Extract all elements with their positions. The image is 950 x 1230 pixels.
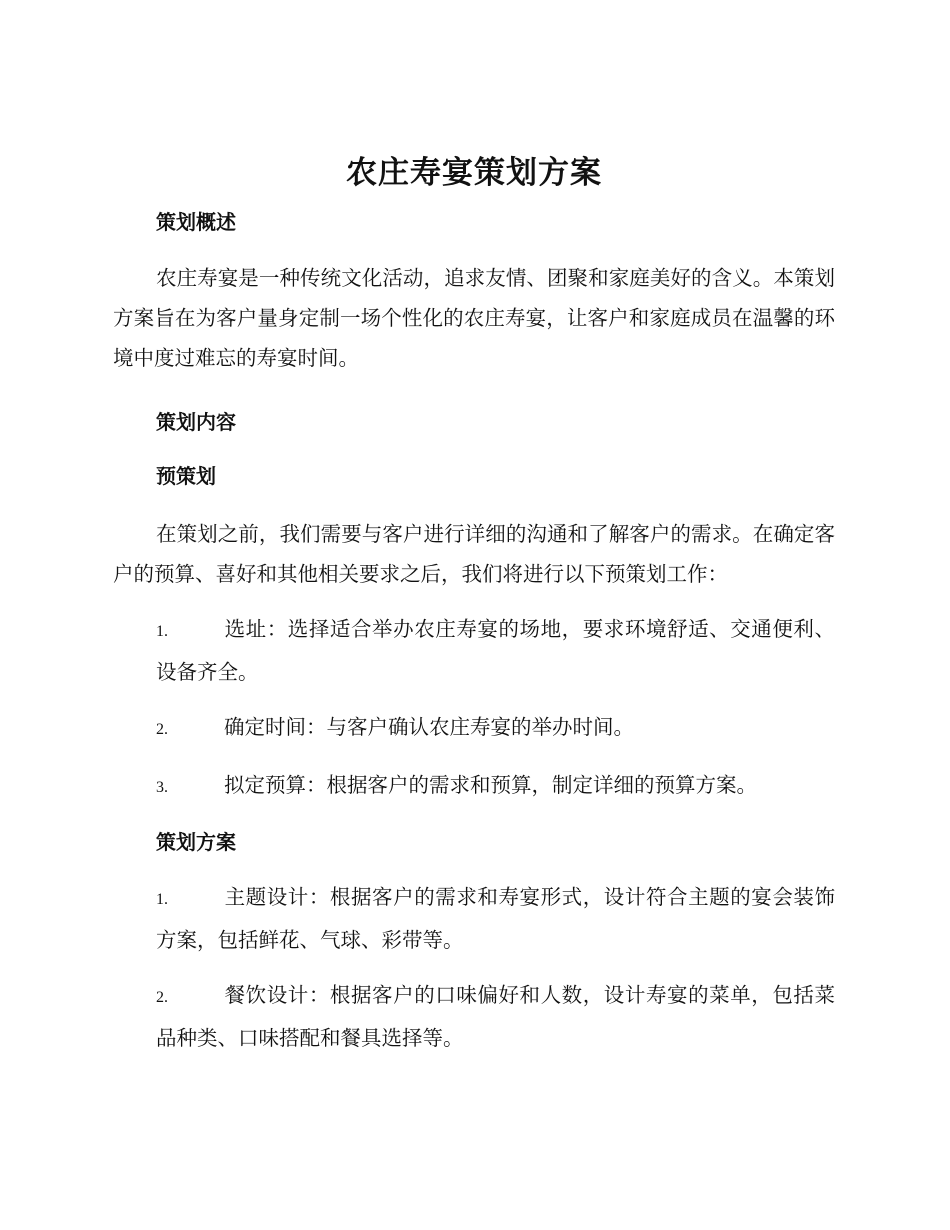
section-heading-pre-planning: 预策划	[156, 464, 216, 488]
list-item	[113, 609, 835, 692]
list-item-number: 3.	[156, 779, 168, 796]
document-page	[113, 150, 835, 1058]
list-item	[113, 877, 835, 960]
list-item-text: 餐饮设计：根据客户的口味偏好和人数，设计寿宴的菜单，包括菜品种类、口味搭配和餐具选择等。	[156, 983, 835, 1050]
list-item	[113, 765, 835, 808]
section-heading-content: 策划内容	[156, 410, 236, 434]
list-item-text: 选址：选择适合举办农庄寿宴的场地，要求环境舒适、交通便利、设备齐全。	[156, 617, 835, 684]
list-item-number: 1.	[156, 891, 168, 908]
section-heading-plan: 策划方案	[156, 830, 236, 854]
pre-planning-paragraph: 在策划之前，我们需要与客户进行详细的沟通和了解客户的需求。在确定客户的预算、喜好和其他相关要求之后，我们将进行以下预策划工作：	[113, 522, 835, 586]
list-item-text: 确定时间：与客户确认农庄寿宴的举办时间。	[224, 715, 634, 739]
list-item-text: 拟定预算：根据客户的需求和预算，制定详细的预算方案。	[224, 773, 757, 797]
list-item-number: 1.	[156, 623, 168, 640]
list-item	[113, 707, 835, 750]
section-heading-overview: 策划概述	[156, 210, 236, 234]
list-item	[113, 975, 835, 1058]
list-item-number: 2.	[156, 989, 168, 1006]
overview-paragraph: 农庄寿宴是一种传统文化活动，追求友情、团聚和家庭美好的含义。本策划方案旨在为客户量身定制一场个性化的农庄寿宴，让客户和家庭成员在温馨的环境中度过难忘的寿宴时间。	[113, 266, 835, 370]
document-title: 农庄寿宴策划方案	[346, 155, 602, 191]
list-item-text: 主题设计：根据客户的需求和寿宴形式，设计符合主题的宴会装饰方案，包括鲜花、气球、彩带等。	[156, 885, 835, 952]
list-item-number: 2.	[156, 721, 168, 738]
